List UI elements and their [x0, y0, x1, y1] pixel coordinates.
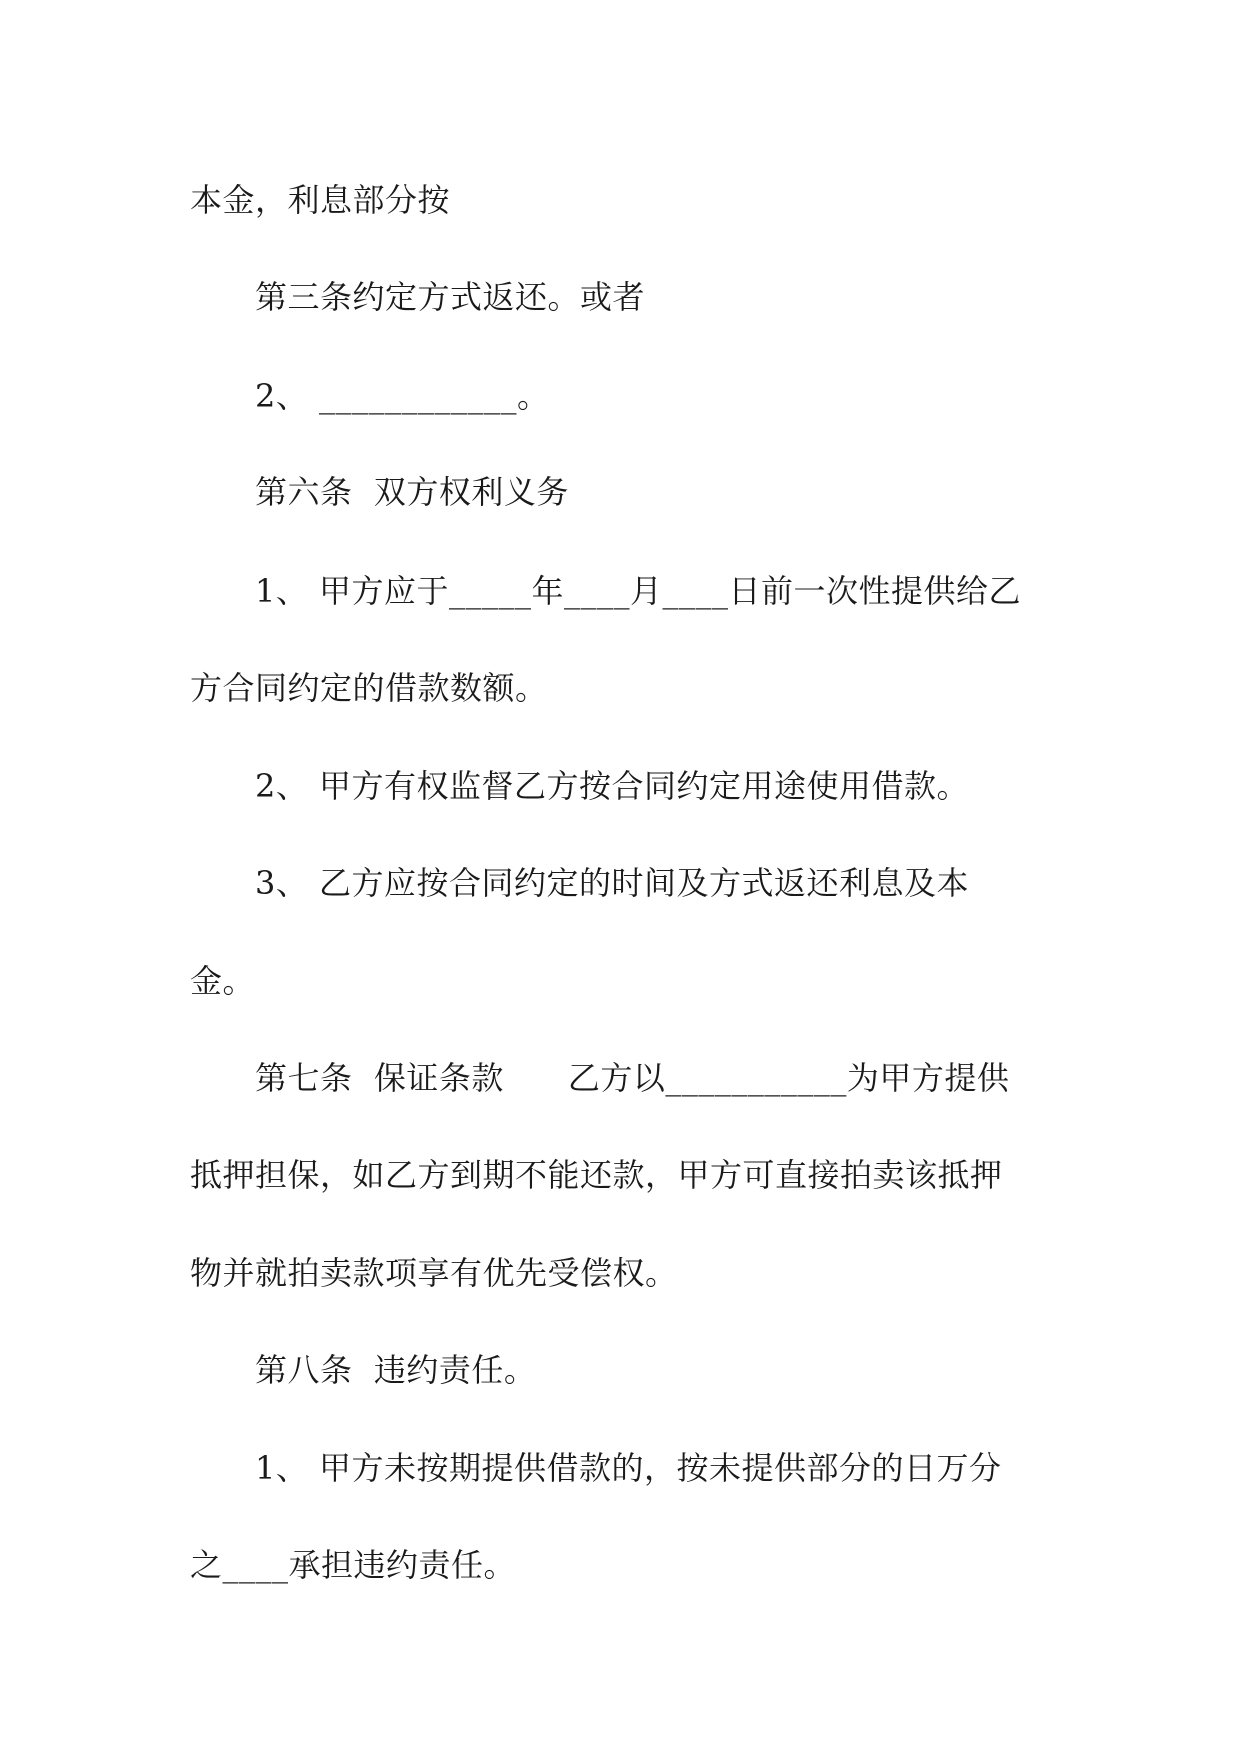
text-line-15: 之____承担违约责任。 — [190, 1546, 517, 1584]
section-six-heading: 第六条 双方权利义务 — [255, 473, 569, 511]
text-line-7: 2、 甲方有权监督乙方按合同约定用途使用借款。 — [255, 767, 970, 805]
text-line-9: 金。 — [190, 962, 256, 1000]
text-line-1: 本金，利息部分按 — [190, 181, 451, 219]
section-seven-heading: 第七条 保证条款 乙方以___________为甲方提供 — [255, 1059, 1010, 1097]
text-line-5: 1、 甲方应于_____年____月____日前一次性提供给乙 — [255, 572, 1022, 610]
text-line-2: 第三条约定方式返还。或者 — [255, 278, 646, 316]
text-line-11: 抵押担保，如乙方到期不能还款，甲方可直接拍卖该抵押 — [190, 1156, 1003, 1194]
text-line-8: 3、 乙方应按合同约定的时间及方式返还利息及本 — [255, 864, 970, 902]
text-line-3: 2、 ____________。 — [255, 377, 550, 415]
text-line-12: 物并就拍卖款项享有优先受偿权。 — [190, 1254, 678, 1292]
section-eight-heading: 第八条 违约责任。 — [255, 1351, 537, 1389]
text-line-14: 1、 甲方未按期提供借款的，按未提供部分的日万分 — [255, 1449, 1002, 1487]
text-line-6: 方合同约定的借款数额。 — [190, 669, 548, 707]
